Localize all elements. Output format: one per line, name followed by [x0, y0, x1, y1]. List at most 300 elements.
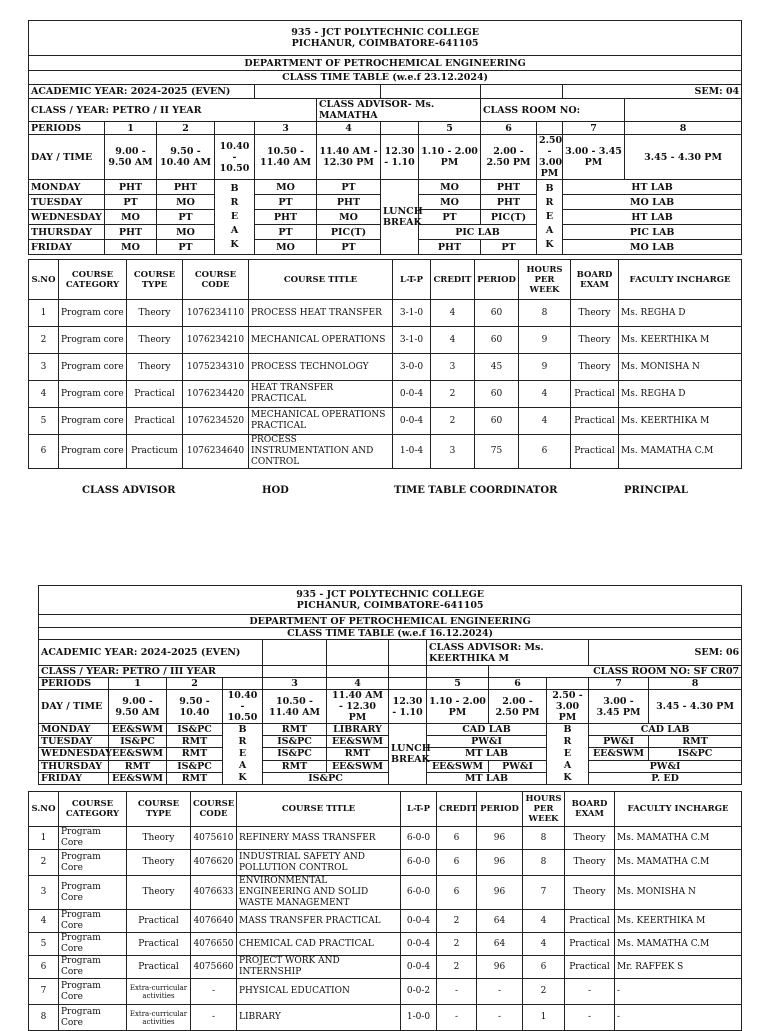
cell-category: Program Core	[59, 979, 127, 1005]
cell-credit: 2	[437, 956, 477, 979]
semester: SEM: 06	[589, 640, 742, 666]
time-slot: 2.00 - 2.50 PM	[489, 690, 547, 724]
cell-type: Theory	[127, 876, 191, 910]
slot: PT	[317, 180, 381, 195]
column-header: PERIOD	[477, 792, 523, 827]
time-slot: 9.00 - 9.50 AM	[105, 135, 157, 180]
cell-hours: 9	[519, 327, 571, 354]
course-row	[29, 1005, 742, 1031]
time-slot: 3.45 - 4.30 PM	[649, 690, 742, 724]
time-slot: 11.40 AM - 12.30 PM	[317, 135, 381, 180]
slot: PHT	[481, 180, 537, 195]
time-slot: 2.00 - 2.50 PM	[481, 135, 537, 180]
period-number: 5	[419, 122, 481, 135]
cell-board-exam: -	[565, 979, 615, 1005]
period-number: 2	[167, 678, 223, 690]
slot: PW&I	[589, 736, 649, 748]
slot: RMT	[167, 748, 223, 760]
slot: PT	[255, 225, 317, 240]
slot: MO	[255, 240, 317, 255]
cell-hours: 1	[523, 1005, 565, 1031]
cell-title: PROCESS HEAT TRANSFER	[249, 300, 393, 327]
period-number: 1	[109, 678, 167, 690]
course-table-2	[28, 791, 742, 1031]
column-header: S.NO	[29, 792, 59, 827]
cell-category: Program core	[59, 435, 127, 469]
cell-credit: 6	[437, 850, 477, 876]
cell-code: 1076234110	[183, 300, 249, 327]
slot: MO	[157, 225, 215, 240]
column-header: HOURS PER WEEK	[519, 260, 571, 300]
cell-category: Program Core	[59, 827, 127, 850]
column-header: COURSE TYPE	[127, 792, 191, 827]
slot: EE&SWM	[327, 736, 389, 748]
lunch-break: LUNCH BREAK	[389, 724, 427, 785]
periods-label: PERIODS	[39, 678, 109, 690]
semester: SEM: 04	[563, 85, 742, 99]
college-name: 935 - JCT POLYTECHNIC COLLEGE	[296, 589, 484, 600]
cell-hours: 8	[519, 300, 571, 327]
time-slot: 1.10 - 2.00 PM	[419, 135, 481, 180]
signature-timetable-coordinator: TIME TABLE COORDINATOR	[394, 485, 558, 496]
cell-faculty: -	[615, 979, 742, 1005]
slot: MO	[317, 210, 381, 225]
cell-board-exam: Practical	[565, 910, 615, 933]
slot: CAD LAB	[427, 724, 547, 736]
cell-type: Extra-curricular activities	[127, 1005, 191, 1031]
slot: PIC LAB	[419, 225, 537, 240]
column-header: L-T-P	[393, 260, 431, 300]
cell-period: 45	[475, 354, 519, 381]
slot: PIC(T)	[317, 225, 381, 240]
time-slot: 12.30 - 1.10	[381, 135, 419, 180]
cell-type: Extra-curricular activities	[127, 979, 191, 1005]
cell-sno: 6	[29, 435, 59, 469]
cell-sno: 1	[29, 300, 59, 327]
class-advisor: CLASS ADVISOR: Ms. KEERTHIKA M	[427, 640, 589, 666]
signature-hod: HOD	[262, 485, 289, 496]
cell-type: Theory	[127, 300, 183, 327]
column-header: COURSE TITLE	[237, 792, 401, 827]
cell-title: PROCESS INSTRUMENTATION AND CONTROL	[249, 435, 393, 469]
periods-label: PERIODS	[29, 122, 105, 135]
time-slot: 10.50 - 11.40 AM	[263, 690, 327, 724]
day-label: FRIDAY	[39, 772, 109, 784]
cell-type: Practical	[127, 381, 183, 408]
day-label: TUESDAY	[39, 736, 109, 748]
cell-code: 1076234420	[183, 381, 249, 408]
cell-category: Program Core	[59, 876, 127, 910]
column-header: L-T-P	[401, 792, 437, 827]
cell-hours: 6	[523, 956, 565, 979]
slot: PHT	[157, 180, 215, 195]
slot: HT LAB	[563, 180, 742, 195]
time-slot: 9.00 - 9.50 AM	[109, 690, 167, 724]
cell-ltp: 0-0-4	[393, 408, 431, 435]
cell-category: Program Core	[59, 850, 127, 876]
period-number: 6	[489, 678, 547, 690]
slot: PHT	[317, 195, 381, 210]
cell-sno: 1	[29, 827, 59, 850]
slot: PIC LAB	[563, 225, 742, 240]
slot: PIC(T)	[481, 210, 537, 225]
day-label: MONDAY	[29, 180, 105, 195]
cell-ltp: 0-0-4	[401, 910, 437, 933]
academic-year: ACADEMIC YEAR: 2024-2025 (EVEN)	[29, 85, 255, 99]
lunch-break: LUNCH BREAK	[381, 180, 419, 255]
slot: RMT	[263, 760, 327, 772]
cell-hours: 4	[519, 408, 571, 435]
cell-period: 96	[477, 876, 523, 910]
day-time-label: DAY / TIME	[39, 690, 109, 724]
cell-type: Theory	[127, 354, 183, 381]
cell-category: Program core	[59, 354, 127, 381]
cell-ltp: 6-0-0	[401, 850, 437, 876]
slot: PT	[317, 240, 381, 255]
cell-board-exam: Practical	[571, 408, 619, 435]
period-number: 4	[317, 122, 381, 135]
cell-faculty: Ms. MAMATHA C.M	[615, 827, 742, 850]
signature-class-advisor: CLASS ADVISOR	[82, 485, 176, 496]
class-advisor: CLASS ADVISOR- Ms. MAMATHA	[317, 99, 481, 122]
cell-code: 4075610	[191, 827, 237, 850]
cell-board-exam: Theory	[565, 827, 615, 850]
column-header: FACULTY INCHARGE	[619, 260, 742, 300]
period-number: 3	[255, 122, 317, 135]
slot: IS&PC	[263, 772, 389, 784]
cell-title: LIBRARY	[237, 1005, 401, 1031]
time-slot: 2.50 - 3.00 PM	[537, 135, 563, 180]
slot: HT LAB	[563, 210, 742, 225]
cell-sno: 3	[29, 354, 59, 381]
time-slot: 2.50 - 3.00 PM	[547, 690, 589, 724]
cell-sno: 5	[29, 408, 59, 435]
cell-title: MECHANICAL OPERATIONS	[249, 327, 393, 354]
cell-period: 64	[477, 933, 523, 956]
cell-category: Program core	[59, 381, 127, 408]
slot: LIBRARY	[327, 724, 389, 736]
slot: RMT	[327, 748, 389, 760]
cell-code: 4076650	[191, 933, 237, 956]
day-label: WEDNESDAY	[39, 748, 109, 760]
cell-title: MECHANICAL OPERATIONS PRACTICAL	[249, 408, 393, 435]
day-time-label: DAY / TIME	[29, 135, 105, 180]
cell-sno: 5	[29, 933, 59, 956]
cell-period: 60	[475, 327, 519, 354]
cell-board-exam: -	[565, 1005, 615, 1031]
cell-faculty: Ms. MONISHA N	[615, 876, 742, 910]
cell-title: PROCESS TECHNOLOGY	[249, 354, 393, 381]
slot: MO	[105, 240, 157, 255]
slot: PT	[157, 240, 215, 255]
signature-principal: PRINCIPAL	[624, 485, 688, 496]
cell-code: -	[191, 1005, 237, 1031]
slot: RMT	[263, 724, 327, 736]
college-address: PICHANUR, COIMBATORE-641105	[296, 600, 484, 611]
cell-faculty: Ms. MAMATHA C.M	[615, 850, 742, 876]
cell-credit: 6	[437, 876, 477, 910]
slot: EE&SWM	[109, 724, 167, 736]
column-header: FACULTY INCHARGE	[615, 792, 742, 827]
cell-board-exam: Practical	[565, 933, 615, 956]
cell-type: Practical	[127, 933, 191, 956]
slot: IS&PC	[263, 736, 327, 748]
cell-board-exam: Practical	[571, 381, 619, 408]
cell-title: REFINERY MASS TRANSFER	[237, 827, 401, 850]
cell-faculty: Ms. KEERTHIKA M	[619, 327, 742, 354]
course-row	[29, 979, 742, 1005]
cell-credit: 4	[431, 327, 475, 354]
period-number: 7	[589, 678, 649, 690]
cell-hours: 7	[523, 876, 565, 910]
morning-break: B R E A K	[215, 180, 255, 255]
column-header: BOARD EXAM	[565, 792, 615, 827]
slot: IS&PC	[263, 748, 327, 760]
slot: EE&SWM	[327, 760, 389, 772]
course-row	[29, 876, 742, 910]
cell-credit: 2	[431, 408, 475, 435]
slot: PT	[105, 195, 157, 210]
slot: MT LAB	[427, 772, 547, 784]
cell-board-exam: Theory	[571, 354, 619, 381]
cell-category: Program core	[59, 408, 127, 435]
cell-faculty: Mr. RAFFEK S	[615, 956, 742, 979]
slot: PW&I	[427, 736, 547, 748]
column-header: COURSE TYPE	[127, 260, 183, 300]
period-number: 4	[327, 678, 389, 690]
period-number: 1	[105, 122, 157, 135]
cell-sno: 7	[29, 979, 59, 1005]
course-row	[29, 827, 742, 850]
column-header: PERIOD	[475, 260, 519, 300]
cell-credit: 2	[437, 933, 477, 956]
cell-period: -	[477, 1005, 523, 1031]
cell-hours: 9	[519, 354, 571, 381]
cell-board-exam: Practical	[571, 435, 619, 469]
cell-type: Practical	[127, 408, 183, 435]
cell-credit: 3	[431, 435, 475, 469]
cell-period: 75	[475, 435, 519, 469]
time-slot: 11.40 AM - 12.30 PM	[327, 690, 389, 724]
cell-type: Practical	[127, 956, 191, 979]
cell-credit: 3	[431, 354, 475, 381]
cell-category: Program Core	[59, 956, 127, 979]
time-slot: 12.30 - 1.10	[389, 690, 427, 724]
cell-title: PROJECT WORK AND INTERNSHIP	[237, 956, 401, 979]
cell-category: Program Core	[59, 933, 127, 956]
course-row	[29, 956, 742, 979]
course-row	[29, 354, 742, 381]
column-header: COURSE CODE	[183, 260, 249, 300]
cell-credit: 2	[431, 381, 475, 408]
cell-title: INDUSTRIAL SAFETY AND POLLUTION CONTROL	[237, 850, 401, 876]
cell-hours: 8	[523, 850, 565, 876]
slot: PHT	[419, 240, 481, 255]
cell-ltp: 1-0-0	[401, 1005, 437, 1031]
cell-title: HEAT TRANSFER PRACTICAL	[249, 381, 393, 408]
period-number: 3	[263, 678, 327, 690]
cell-faculty: Ms. KEERTHIKA M	[615, 910, 742, 933]
slot: IS&PC	[167, 724, 223, 736]
course-row	[29, 408, 742, 435]
time-slot: 9.50 - 10.40	[167, 690, 223, 724]
cell-faculty: Ms. REGHA D	[619, 300, 742, 327]
department-name: DEPARTMENT OF PETROCHEMICAL ENGINEERING	[39, 615, 742, 628]
day-label: THURSDAY	[29, 225, 105, 240]
cell-category: Program Core	[59, 910, 127, 933]
cell-sno: 4	[29, 910, 59, 933]
slot: RMT	[109, 760, 167, 772]
slot: PT	[419, 210, 481, 225]
cell-hours: 2	[523, 979, 565, 1005]
cell-faculty: -	[615, 1005, 742, 1031]
time-slot: 9.50 - 10.40 AM	[157, 135, 215, 180]
cell-code: 4076620	[191, 850, 237, 876]
column-header: BOARD EXAM	[571, 260, 619, 300]
time-slot: 10.40 - 10.50	[215, 135, 255, 180]
time-slot: 1.10 - 2.00 PM	[427, 690, 489, 724]
cell-code: 4075660	[191, 956, 237, 979]
slot: EE&SWM	[589, 748, 649, 760]
cell-title: MASS TRANSFER PRACTICAL	[237, 910, 401, 933]
slot: PHT	[105, 180, 157, 195]
column-header: HOURS PER WEEK	[523, 792, 565, 827]
cell-title: ENVIRONMENTAL ENGINEERING AND SOLID WASTE MANAGEMENT	[237, 876, 401, 910]
time-slot: 3.00 - 3.45 PM	[589, 690, 649, 724]
cell-period: -	[477, 979, 523, 1005]
cell-faculty: Ms. KEERTHIKA M	[619, 408, 742, 435]
cell-code: 4076633	[191, 876, 237, 910]
slot: PHT	[481, 195, 537, 210]
slot: MO	[419, 180, 481, 195]
cell-ltp: 6-0-0	[401, 876, 437, 910]
academic-year: ACADEMIC YEAR: 2024-2025 (EVEN)	[39, 640, 263, 666]
morning-break: B R E A K	[223, 724, 263, 785]
slot: RMT	[167, 736, 223, 748]
timetable-2	[38, 585, 742, 785]
column-header: COURSE CATEGORY	[59, 792, 127, 827]
slot: RMT	[167, 772, 223, 784]
column-header: CREDIT	[431, 260, 475, 300]
cell-period: 60	[475, 300, 519, 327]
slot: PW&I	[489, 760, 547, 772]
slot: P. ED	[589, 772, 742, 784]
cell-faculty: Ms. MAMATHA C.M	[619, 435, 742, 469]
cell-period: 60	[475, 408, 519, 435]
department-name: DEPARTMENT OF PETROCHEMICAL ENGINEERING	[29, 56, 742, 71]
period-number: 6	[481, 122, 537, 135]
cell-period: 96	[477, 827, 523, 850]
slot: PHT	[105, 225, 157, 240]
period-number: 8	[649, 678, 742, 690]
slot: IS&PC	[109, 736, 167, 748]
course-row	[29, 910, 742, 933]
class-room: CLASS ROOM NO: SF CR07	[489, 666, 742, 678]
cell-board-exam: Theory	[565, 876, 615, 910]
cell-board-exam: Theory	[571, 327, 619, 354]
column-header: CREDIT	[437, 792, 477, 827]
cell-sno: 4	[29, 381, 59, 408]
slot: MO	[105, 210, 157, 225]
cell-ltp: 6-0-0	[401, 827, 437, 850]
cell-sno: 6	[29, 956, 59, 979]
slot: EE&SWM	[427, 760, 489, 772]
cell-hours: 4	[523, 933, 565, 956]
slot: EE&SWM	[109, 772, 167, 784]
course-row	[29, 300, 742, 327]
column-header: S.NO	[29, 260, 59, 300]
cell-board-exam: Theory	[565, 850, 615, 876]
period-number: 2	[157, 122, 215, 135]
slot: PT	[481, 240, 537, 255]
college-address: PICHANUR, COIMBATORE-641105	[291, 38, 479, 49]
cell-ltp: 0-0-2	[401, 979, 437, 1005]
slot: IS&PC	[649, 748, 742, 760]
cell-ltp: 0-0-4	[401, 956, 437, 979]
course-row	[29, 933, 742, 956]
timetable-title: CLASS TIME TABLE (w.e.f 23.12.2024)	[29, 71, 742, 85]
slot: CAD LAB	[589, 724, 742, 736]
cell-hours: 4	[519, 381, 571, 408]
slot: PW&I	[589, 760, 742, 772]
cell-ltp: 0-0-4	[393, 381, 431, 408]
cell-type: Theory	[127, 850, 191, 876]
class-year: CLASS / YEAR: PETRO / II YEAR	[29, 99, 317, 122]
cell-period: 60	[475, 381, 519, 408]
slot: RMT	[649, 736, 742, 748]
cell-board-exam: Practical	[565, 956, 615, 979]
cell-period: 96	[477, 956, 523, 979]
slot: PT	[255, 195, 317, 210]
afternoon-break: B R E A K	[537, 180, 563, 255]
period-number: 7	[563, 122, 625, 135]
day-label: MONDAY	[39, 724, 109, 736]
course-row	[29, 381, 742, 408]
cell-board-exam: Theory	[571, 300, 619, 327]
slot: IS&PC	[167, 760, 223, 772]
timetable-title: CLASS TIME TABLE (w.e.f 16.12.2024)	[39, 628, 742, 640]
cell-type: Practical	[127, 910, 191, 933]
cell-faculty: Ms. MAMATHA C.M	[615, 933, 742, 956]
cell-ltp: 0-0-4	[401, 933, 437, 956]
time-slot: 3.45 - 4.30 PM	[625, 135, 742, 180]
timetable-1	[28, 20, 742, 255]
slot: PT	[157, 210, 215, 225]
cell-credit: 4	[431, 300, 475, 327]
day-label: THURSDAY	[39, 760, 109, 772]
time-slot: 10.40 - 10.50	[223, 690, 263, 724]
cell-faculty: Ms. REGHA D	[619, 381, 742, 408]
cell-sno: 2	[29, 850, 59, 876]
cell-period: 64	[477, 910, 523, 933]
slot: PHT	[255, 210, 317, 225]
cell-category: Program Core	[59, 1005, 127, 1031]
cell-title: PHYSICAL EDUCATION	[237, 979, 401, 1005]
slot: MO	[255, 180, 317, 195]
column-header: COURSE CATEGORY	[59, 260, 127, 300]
afternoon-break: B R E A K	[547, 724, 589, 785]
cell-code: -	[191, 979, 237, 1005]
cell-hours: 4	[523, 910, 565, 933]
cell-code: 1076234520	[183, 408, 249, 435]
cell-code: 1076234210	[183, 327, 249, 354]
period-number: 8	[625, 122, 742, 135]
cell-type: Theory	[127, 827, 191, 850]
cell-credit: 2	[437, 910, 477, 933]
cell-faculty: Ms. MONISHA N	[619, 354, 742, 381]
cell-ltp: 1-0-4	[393, 435, 431, 469]
cell-credit: -	[437, 979, 477, 1005]
